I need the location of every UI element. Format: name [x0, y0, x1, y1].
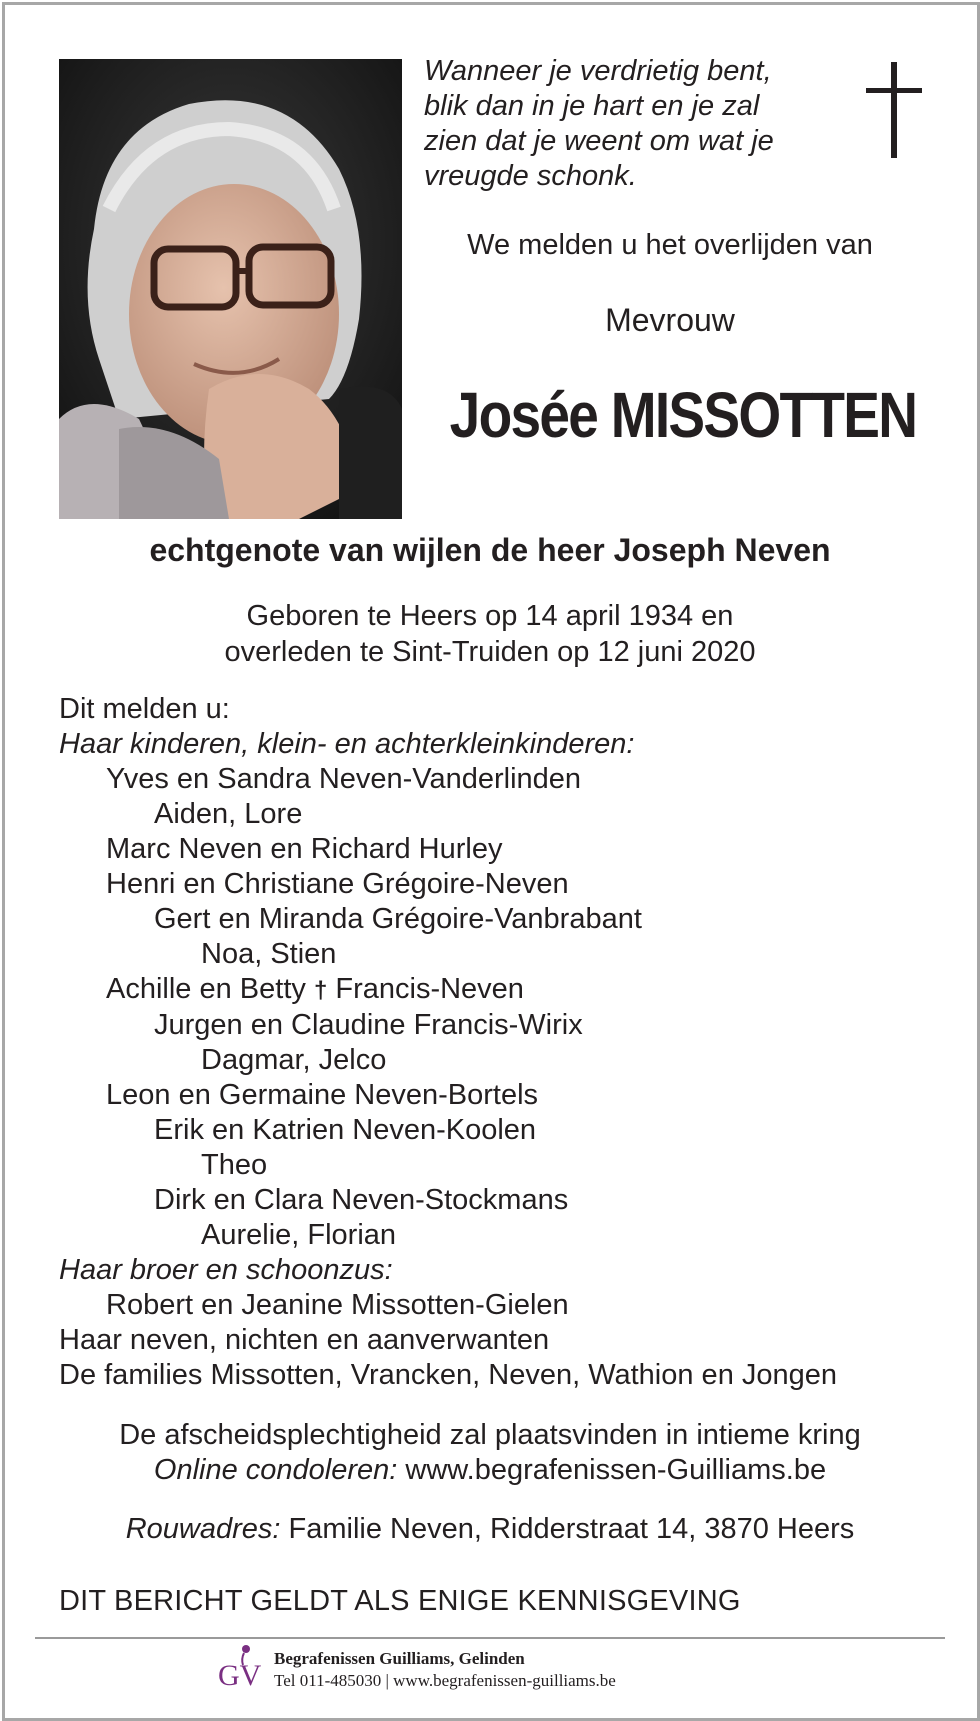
- list-item: Henri en Christiane Grégoire-Neven: [106, 868, 569, 900]
- funeral-home-info: [274, 1648, 616, 1692]
- condolence-line: [40, 1453, 940, 1488]
- death-line: overleden te Sint-Truiden op 12 juni 2020: [224, 636, 756, 668]
- logo-letters: GV: [218, 1659, 262, 1692]
- list-item: Erik en Katrien Neven-Koolen: [154, 1114, 537, 1146]
- poem-line: zien dat je weent om wat je: [424, 125, 774, 157]
- list-item: Gert en Miranda Grégoire-Vanbrabant: [154, 903, 642, 935]
- list-item: [59, 972, 959, 1008]
- list-item: Aiden, Lore: [154, 798, 303, 830]
- list-item: Dirk en Clara Neven-Stockmans: [154, 1184, 569, 1216]
- condolence-label: Online condoleren:: [153, 1454, 398, 1486]
- sibling-label: Haar broer en schoonzus:: [59, 1254, 393, 1286]
- cross-icon: [866, 62, 922, 158]
- list-item: Noa, Stien: [201, 938, 337, 970]
- list-item: Dagmar, Jelco: [201, 1044, 387, 1076]
- relatives-line: Haar neven, nichten en aanverwanten: [59, 1324, 550, 1356]
- list-item: Yves en Sandra Neven-Vanderlinden: [106, 763, 582, 795]
- list-item-part: Achille en Betty: [106, 973, 306, 1005]
- list-item: Theo: [201, 1149, 268, 1181]
- announcement-intro: We melden u het overlijden van: [467, 229, 873, 261]
- list-item: Jurgen en Claudine Francis-Wirix: [154, 1009, 583, 1041]
- birth-death-info: [40, 598, 940, 670]
- memorial-poem: [424, 54, 824, 194]
- family-heading: Dit melden u:: [59, 693, 230, 725]
- poem-line: Wanneer je verdrietig bent,: [424, 55, 772, 87]
- footer-divider: [35, 1637, 945, 1639]
- list-item: Robert en Jeanine Missotten-Gielen: [106, 1289, 569, 1321]
- poem-line: vreugde schonk.: [424, 160, 637, 192]
- ceremony-line: De afscheidsplechtigheid zal plaatsvinden in intieme kring: [119, 1419, 861, 1451]
- honorific-title: Mevrouw: [605, 302, 735, 338]
- ceremony-info: [40, 1418, 940, 1488]
- spouse-line: echtgenote van wijlen de heer Joseph Neven: [149, 532, 831, 568]
- families-line: De families Missotten, Vrancken, Neven, Wathion en Jongen: [59, 1359, 838, 1391]
- portrait-photo: [59, 59, 402, 519]
- address-value: Familie Neven, Ridderstraat 14, 3870 Heers: [288, 1513, 855, 1545]
- birth-line: Geboren te Heers op 14 april 1934 en: [246, 600, 734, 632]
- list-item: Marc Neven en Richard Hurley: [106, 833, 503, 865]
- mourning-address: [40, 1513, 940, 1546]
- family-list: [59, 692, 959, 1393]
- deceased-name: Josée MISSOTTEN: [449, 379, 917, 451]
- funeral-home-contact[interactable]: Tel 011-485030 | www.begrafenissen-guilliams.be: [274, 1671, 616, 1690]
- condolence-link[interactable]: www.begrafenissen-Guilliams.be: [405, 1454, 827, 1486]
- address-label: Rouwadres:: [125, 1513, 281, 1545]
- deceased-dagger-icon: †: [313, 977, 328, 1004]
- children-label: Haar kinderen, klein- en achterkleinkinderen:: [59, 728, 635, 760]
- funeral-home-logo: [216, 1643, 262, 1695]
- list-item: Leon en Germaine Neven-Bortels: [106, 1079, 539, 1111]
- sole-notice: DIT BERICHT GELDT ALS ENIGE KENNISGEVING: [59, 1585, 741, 1617]
- list-item: Aurelie, Florian: [201, 1219, 397, 1251]
- funeral-home-name: Begrafenissen Guilliams, Gelinden: [274, 1649, 525, 1668]
- list-item-part: Francis-Neven: [335, 973, 524, 1005]
- poem-line: blik dan in je hart en je zal: [424, 90, 760, 122]
